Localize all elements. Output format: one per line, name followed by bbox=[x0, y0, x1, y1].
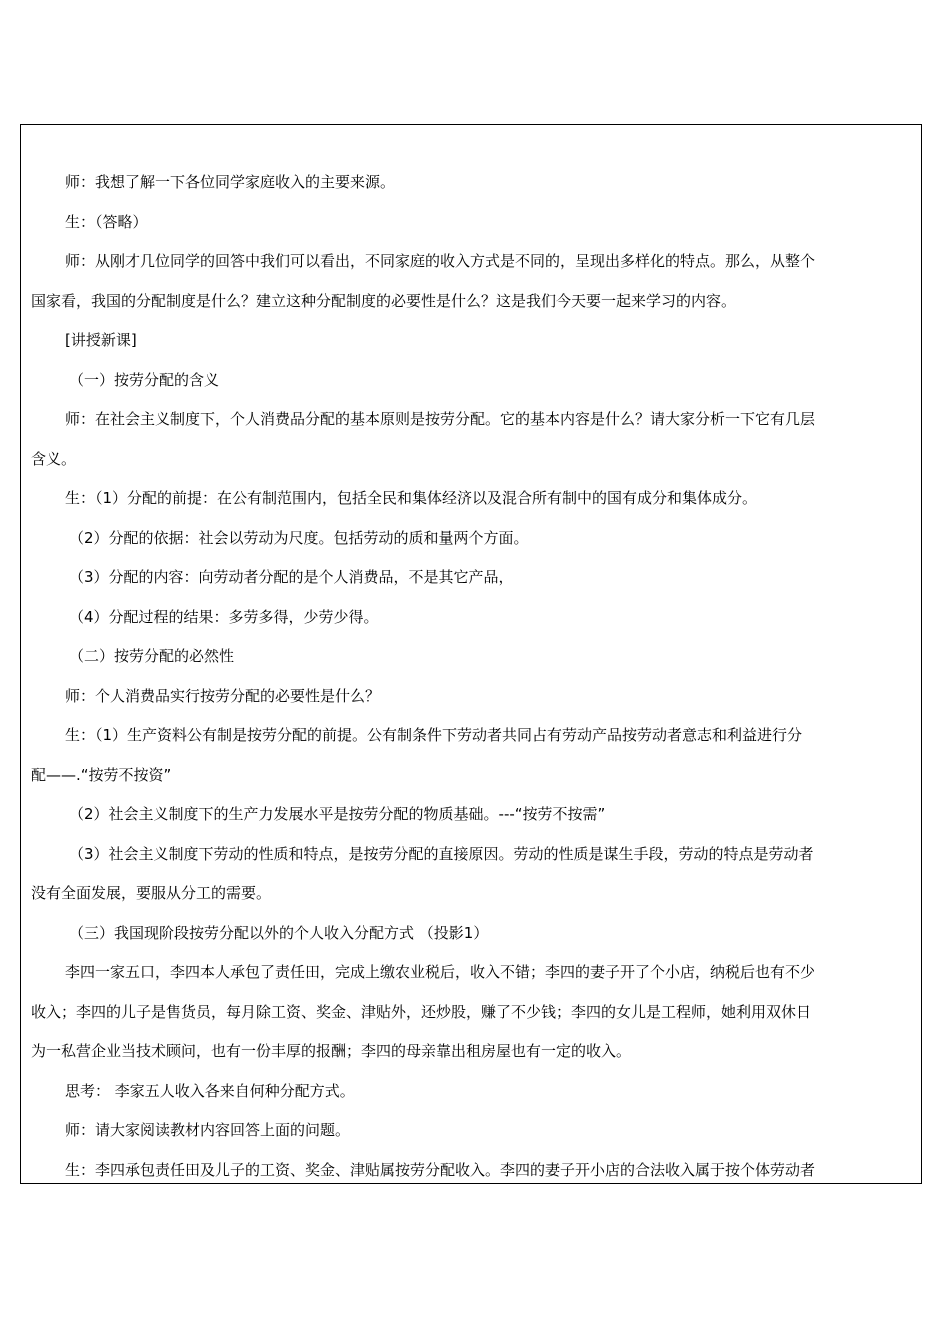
text-line: 收入；李四的儿子是售货员，每月除工资、奖金、津贴外，还炒股，赚了不少钱；李四的女儿是工程师，她利用双休日 bbox=[31, 1002, 812, 1021]
subsection-heading: （二）按劳分配的必然性 bbox=[69, 647, 235, 665]
text-line: 生：（答略） bbox=[65, 212, 148, 231]
text-line: 思考： 李家五人收入各来自何种分配方式。 bbox=[65, 1081, 355, 1100]
text-line: 生：（1）分配的前提：在公有制范围内，包括全民和集体经济以及混合所有制中的国有成分和集体成分。 bbox=[65, 489, 758, 507]
text-line: 师：在社会主义制度下，个人消费品分配的基本原则是按劳分配。它的基本内容是什么？请大家分析一下它有几层 bbox=[65, 410, 816, 428]
text-line: 没有全面发展，要服从分工的需要。 bbox=[31, 884, 272, 902]
text-line: （3）分配的内容：向劳动者分配的是个人消费品，不是其它产品， bbox=[69, 568, 514, 586]
text-line: 师：个人消费品实行按劳分配的必要性是什么？ bbox=[65, 686, 381, 705]
text-line: 配——.“按劳不按资” bbox=[31, 765, 172, 784]
text-line: （2）分配的依据：社会以劳动为尺度。包括劳动的质和量两个方面。 bbox=[69, 528, 529, 547]
text-line: 含义。 bbox=[31, 449, 77, 468]
text-line: 生：李四承包责任田及儿子的工资、奖金、津贴属按劳分配收入。李四的妻子开小店的合法收入属于按个体劳动者 bbox=[65, 1160, 816, 1179]
text-line: 国家看，我国的分配制度是什么？建立这种分配制度的必要性是什么？这是我们今天要一起来学习的内容。 bbox=[31, 291, 737, 310]
text-line: 师：从刚才几位同学的回答中我们可以看出，不同家庭的收入方式是不同的，呈现出多样化的特点。那么，从整个 bbox=[65, 252, 816, 270]
text-line: （4）分配过程的结果：多劳多得，少劳少得。 bbox=[69, 607, 379, 626]
text-line: 生：（1）生产资料公有制是按劳分配的前提。公有制条件下劳动者共同占有劳动产品按劳动者意志和利益进行分 bbox=[65, 726, 803, 744]
text-line: 李四一家五口，李四本人承包了责任田，完成上缴农业税后，收入不错；李四的妻子开了个小店，纳税后也有不少 bbox=[65, 963, 816, 981]
text-line: 为一私营企业当技术顾问，也有一份丰厚的报酬；李四的母亲靠出租房屋也有一定的收入。 bbox=[31, 1042, 632, 1060]
subsection-heading: （一）按劳分配的含义 bbox=[69, 370, 220, 389]
document-body bbox=[31, 163, 913, 1184]
text-line: （2）社会主义制度下的生产力发展水平是按劳分配的物质基础。---“按劳不按需” bbox=[69, 805, 606, 823]
section-heading: [讲授新课] bbox=[65, 331, 137, 349]
document-frame bbox=[20, 124, 922, 1184]
text-line: 师：请大家阅读教材内容回答上面的问题。 bbox=[65, 1121, 351, 1139]
text-line: 师：我想了解一下各位同学家庭收入的主要来源。 bbox=[65, 173, 396, 191]
subsection-heading: （三）我国现阶段按劳分配以外的个人收入分配方式 （投影1） bbox=[69, 923, 489, 942]
text-line: （3）社会主义制度下劳动的性质和特点，是按劳分配的直接原因。劳动的性质是谋生手段，劳动的特点是劳动者 bbox=[69, 844, 814, 863]
